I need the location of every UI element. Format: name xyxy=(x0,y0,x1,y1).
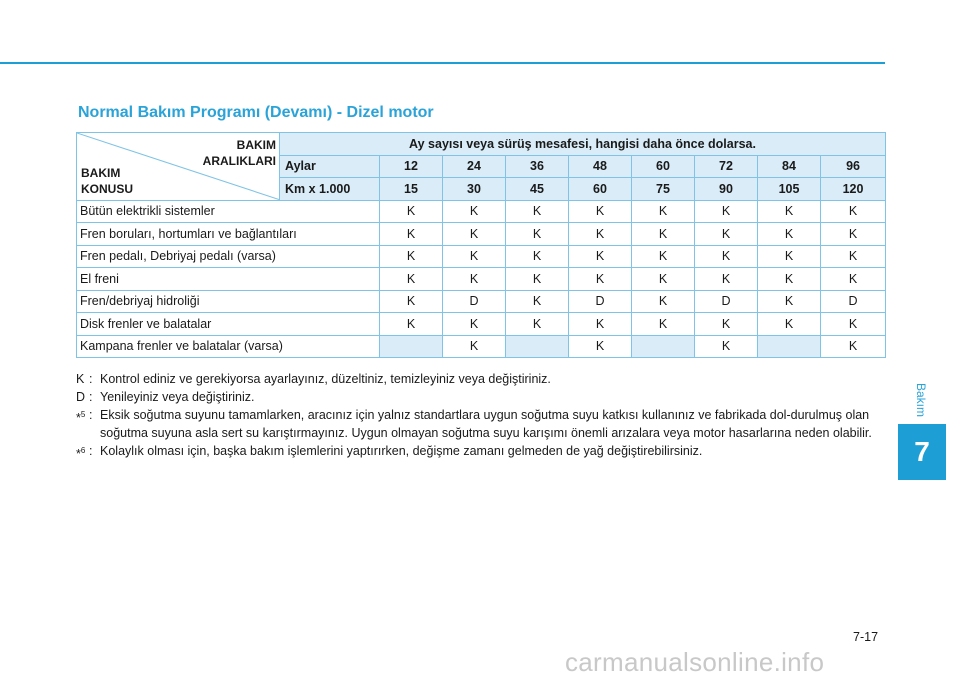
row-label: El freni xyxy=(77,268,380,291)
month-cell: 48 xyxy=(569,155,632,178)
note-text: Eksik soğutma suyunu tamamlarken, aracınız için yalnız standartlara uygun soğutma suyu katkısı kullanınız ve fabrikada dol-durulmuş olan soğutma suyuna asla sert su karıştırmayınız. Uygun olmayan soğutma suyu karışımı önemli arızalara veya motor hasarlarına neden olabilir. xyxy=(100,408,872,440)
note-item: K : Kontrol ediniz ve gerekiyorsa ayarlayınız, düzeltiniz, temizleyiniz veya değiştiriniz. xyxy=(76,370,891,388)
schedule-cell: K xyxy=(569,335,632,358)
schedule-cell: K xyxy=(632,313,695,336)
table-row xyxy=(77,313,886,336)
schedule-cell: K xyxy=(506,223,569,246)
note-key: *$^6$ xyxy=(76,446,86,462)
note-key: D xyxy=(76,390,86,404)
schedule-cell: K xyxy=(758,313,821,336)
month-cell: 72 xyxy=(695,155,758,178)
section-side-label: Bakım xyxy=(914,382,928,417)
schedule-cell: K xyxy=(506,200,569,223)
corner-topic-label: BAKIM KONUSU xyxy=(81,165,134,196)
schedule-cell: K xyxy=(695,245,758,268)
schedule-cell: K xyxy=(632,223,695,246)
schedule-cell: D xyxy=(695,290,758,313)
schedule-cell: K xyxy=(569,245,632,268)
km-label: Km x 1.000 xyxy=(280,178,380,201)
schedule-cell: K xyxy=(569,313,632,336)
schedule-cell: D xyxy=(821,290,886,313)
table-corner-cell xyxy=(77,133,280,201)
page-title: Normal Bakım Programı (Devamı) - Dizel motor xyxy=(78,104,434,121)
row-label: Fren boruları, hortumları ve bağlantıları xyxy=(77,223,380,246)
row-label: Disk frenler ve balatalar xyxy=(77,313,380,336)
legend-notes xyxy=(76,370,891,463)
km-cell: 30 xyxy=(443,178,506,201)
month-cell: 84 xyxy=(758,155,821,178)
schedule-cell: K xyxy=(506,245,569,268)
table-row xyxy=(77,335,886,358)
schedule-cell: K xyxy=(695,335,758,358)
schedule-cell: K xyxy=(632,290,695,313)
schedule-cell: K xyxy=(758,268,821,291)
schedule-cell: K xyxy=(821,268,886,291)
km-cell: 90 xyxy=(695,178,758,201)
empty-cell xyxy=(758,335,821,358)
schedule-cell: K xyxy=(821,223,886,246)
km-cell: 120 xyxy=(821,178,886,201)
schedule-cell: K xyxy=(695,268,758,291)
interval-header: Ay sayısı veya sürüş mesafesi, hangisi daha önce dolarsa. xyxy=(280,133,886,156)
row-label: Fren pedalı, Debriyaj pedalı (varsa) xyxy=(77,245,380,268)
months-label: Aylar xyxy=(280,155,380,178)
schedule-cell: K xyxy=(443,245,506,268)
schedule-cell: K xyxy=(443,268,506,291)
schedule-cell: K xyxy=(380,313,443,336)
note-item: *$^5$ : Eksik soğutma suyunu tamamlarken, aracınız için yalnız standartlara uygun soğutma suyu katkısı kullanınız ve fabrikada dol-durulmuş olan soğutma suyuna asla sert su karıştırmayınız. Uygun olmayan soğutma suyu karışımı önemli arızalara veya motor hasarlarına neden olabilir. xyxy=(76,406,891,442)
note-item: *$^6$ : Kolaylık olması için, başka bakım işlemlerini yaptırırken, değişme zamanı gelmeden de yağ değiştirebilirsiniz. xyxy=(76,442,891,463)
note-text: Yenileyiniz veya değiştiriniz. xyxy=(100,390,255,404)
schedule-cell: K xyxy=(821,245,886,268)
table-row xyxy=(77,223,886,246)
schedule-cell: K xyxy=(380,290,443,313)
schedule-cell: K xyxy=(380,223,443,246)
schedule-cell: K xyxy=(758,200,821,223)
note-text: Kolaylık olması için, başka bakım işlemlerini yaptırırken, değişme zamanı gelmeden de yağ değiştirebilirsiniz. xyxy=(100,444,703,458)
schedule-cell: K xyxy=(506,313,569,336)
schedule-cell: K xyxy=(380,200,443,223)
schedule-cell: K xyxy=(695,313,758,336)
schedule-cell: K xyxy=(569,223,632,246)
table-row xyxy=(77,245,886,268)
schedule-cell: K xyxy=(506,268,569,291)
schedule-cell: K xyxy=(569,268,632,291)
empty-cell xyxy=(632,335,695,358)
note-item: D : Yenileyiniz veya değiştiriniz. xyxy=(76,388,891,406)
schedule-cell: K xyxy=(443,313,506,336)
table-row xyxy=(77,290,886,313)
maintenance-schedule-table xyxy=(76,132,886,358)
schedule-cell: K xyxy=(569,200,632,223)
schedule-cell: K xyxy=(443,223,506,246)
schedule-cell: K xyxy=(443,200,506,223)
page-number: 7-17 xyxy=(853,630,879,644)
row-label: Bütün elektrikli sistemler xyxy=(77,200,380,223)
schedule-cell: K xyxy=(758,245,821,268)
schedule-cell: D xyxy=(443,290,506,313)
row-label: Kampana frenler ve balatalar (varsa) xyxy=(77,335,380,358)
corner-interval-label: BAKIM ARALIKLARI xyxy=(202,138,276,168)
chapter-tab[interactable]: 7 xyxy=(898,424,946,480)
table-row xyxy=(77,268,886,291)
note-text: Kontrol ediniz ve gerekiyorsa ayarlayınız, düzeltiniz, temizleyiniz veya değiştiriniz. xyxy=(100,372,551,386)
schedule-cell: D xyxy=(569,290,632,313)
schedule-cell: K xyxy=(632,200,695,223)
km-cell: 45 xyxy=(506,178,569,201)
schedule-cell: K xyxy=(821,313,886,336)
row-label: Fren/debriyaj hidroliği xyxy=(77,290,380,313)
schedule-cell: K xyxy=(758,223,821,246)
month-cell: 96 xyxy=(821,155,886,178)
month-cell: 12 xyxy=(380,155,443,178)
month-cell: 24 xyxy=(443,155,506,178)
schedule-cell: K xyxy=(695,223,758,246)
schedule-cell: K xyxy=(506,290,569,313)
km-cell: 60 xyxy=(569,178,632,201)
schedule-cell: K xyxy=(443,335,506,358)
schedule-cell: K xyxy=(821,200,886,223)
watermark: carmanualsonline.info xyxy=(565,647,825,677)
km-cell: 75 xyxy=(632,178,695,201)
km-cell: 15 xyxy=(380,178,443,201)
month-cell: 36 xyxy=(506,155,569,178)
empty-cell xyxy=(506,335,569,358)
note-key: K xyxy=(76,372,85,386)
empty-cell xyxy=(380,335,443,358)
schedule-rows xyxy=(77,200,886,358)
schedule-cell: K xyxy=(380,245,443,268)
schedule-cell: K xyxy=(758,290,821,313)
month-cell: 60 xyxy=(632,155,695,178)
schedule-cell: K xyxy=(821,335,886,358)
top-rule xyxy=(0,62,885,64)
note-key: *$^5$ xyxy=(76,410,86,426)
schedule-cell: K xyxy=(632,268,695,291)
schedule-cell: K xyxy=(632,245,695,268)
schedule-cell: K xyxy=(695,200,758,223)
km-cell: 105 xyxy=(758,178,821,201)
schedule-cell: K xyxy=(380,268,443,291)
table-row xyxy=(77,200,886,223)
